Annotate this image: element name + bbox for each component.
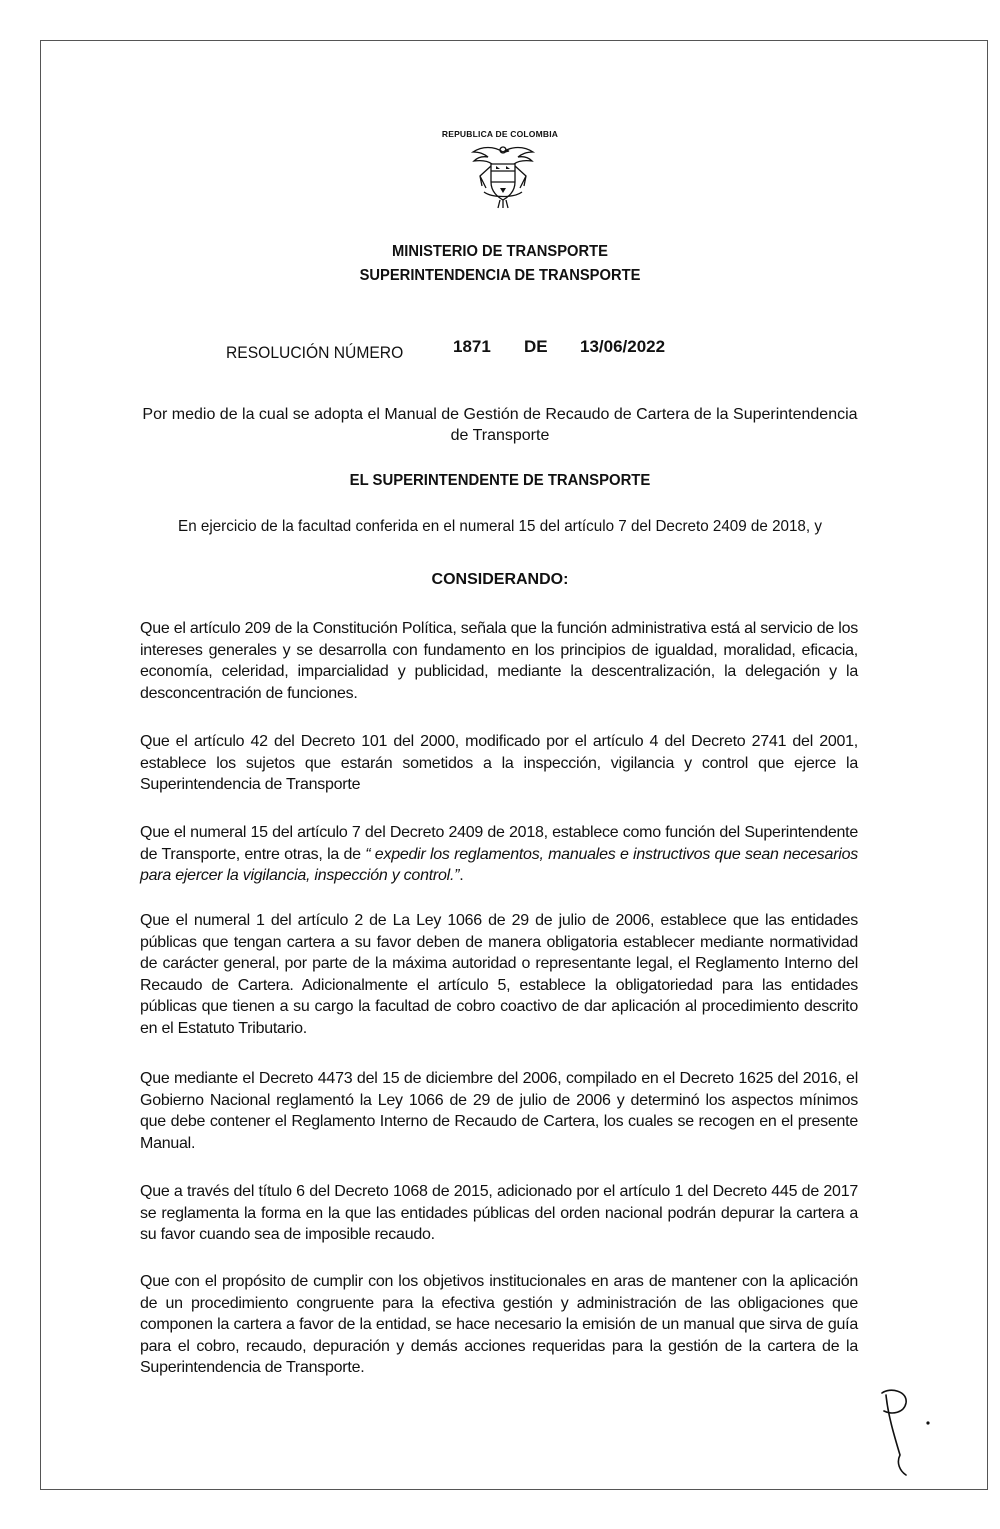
coat-of-arms-icon <box>470 142 536 210</box>
paragraph-3-text: Que el numeral 15 del artículo 7 del Decreto 2409 de 2018, establece como función del Superintendente de Transporte, entre otras, la de <box>140 824 858 863</box>
superintendent-heading: EL SUPERINTENDENTE DE TRANSPORTE <box>349 472 651 489</box>
paragraph-3 <box>140 822 858 887</box>
resolution-label: RESOLUCIÓN NÚMERO <box>226 343 404 362</box>
issuer-heading <box>40 240 960 288</box>
paragraph-5: Que mediante el Decreto 4473 del 15 de diciembre del 2006, compilado en el Decreto 1625 del 2016, el Gobierno Nacional reglamentó la Ley 1066 de 29 de julio de 2006 y determinó los aspectos mínimos que debe contener el Reglamento Interno de Recaudo de Cartera, los cuales se recogen en el presente Manual. <box>140 1070 858 1152</box>
resolution-date: 13/06/2022 <box>580 337 666 356</box>
paragraph-6: Que a través del título 6 del Decreto 1068 de 2015, adicionado por el artículo 1 del Decreto 445 de 2017 se reglamenta la forma en la que las entidades públicas del orden nacional podrán depurar la cartera a su favor cuando sea de imposible recaudo. <box>140 1183 858 1244</box>
paragraph-7: Que con el propósito de cumplir con los objetivos institucionales en aras de mantener con la aplicación de un procedimiento congruente para la efectiva gestión y administración de las obligaciones que componen la cartera a favor de la entidad, se hace necesario la emisión de un manual que sirva de guía para el cobro, recaudo, depuración y demás acciones requeridas para la gestión de la cartera de la Superintendencia de Transporte. <box>140 1273 858 1377</box>
paragraph-2: Que el artículo 42 del Decreto 101 del 2000, modificado por el artículo 4 del Decreto 2741 del 2001, establece los sujetos que estarán sometidos a la inspección, vigilancia y control que ejerce la Superintendencia de Transporte <box>140 733 858 794</box>
superintendency-title: SUPERINTENDENCIA DE TRANSPORTE <box>359 267 641 284</box>
exercise-clause: En ejercicio de la facultad conferida en el numeral 15 del artículo 7 del Decreto 2409 de 2018, y <box>178 518 822 535</box>
resolution-de: DE <box>524 337 548 356</box>
signature-icon <box>870 1385 940 1480</box>
paragraph-3-end: . <box>459 867 464 885</box>
paragraph-4: Que el numeral 1 del artículo 2 de La Ley 1066 de 29 de julio de 2006, establece que las entidades públicas que tengan cartera a su favor deben de manera obligatoria establecer mediante normatividad de carácter general, por parte de la máxima autoridad o representante legal, el Reglamento Interno del Recaudo de Cartera. Adicionalmente el artículo 5, establece la obligatoriedad para las entidades públicas que tienen a su cargo la facultad de cobro coactivo de dar aplicación al procedimiento descrito en el Estatuto Tributario. <box>140 912 858 1037</box>
ministry-title: MINISTERIO DE TRANSPORTE <box>392 243 608 260</box>
considering-heading: CONSIDERANDO: <box>431 571 569 588</box>
resolution-number: 1871 <box>453 337 491 356</box>
paragraph-3-quote: “ expedir los reglamentos, manuales e instructivos que sean necesarios para ejercer la vigilancia, inspección y control.” <box>140 845 858 885</box>
resolution-subject: Por medio de la cual se adopta el Manual de Gestión de Recaudo de Cartera de la Superintendencia de Transporte <box>142 406 858 444</box>
paragraph-1: Que el artículo 209 de la Constitución Política, señala que la función administrativa está al servicio de los intereses generales y se desarrolla con fundamento en los principios de igualdad, moralidad, eficacia, economía, celeridad, imparcialidad y publicidad, mediante la descentralización, la delegación y la desconcentración de funciones. <box>140 620 858 702</box>
republic-heading: REPUBLICA DE COLOMBIA <box>441 129 559 139</box>
